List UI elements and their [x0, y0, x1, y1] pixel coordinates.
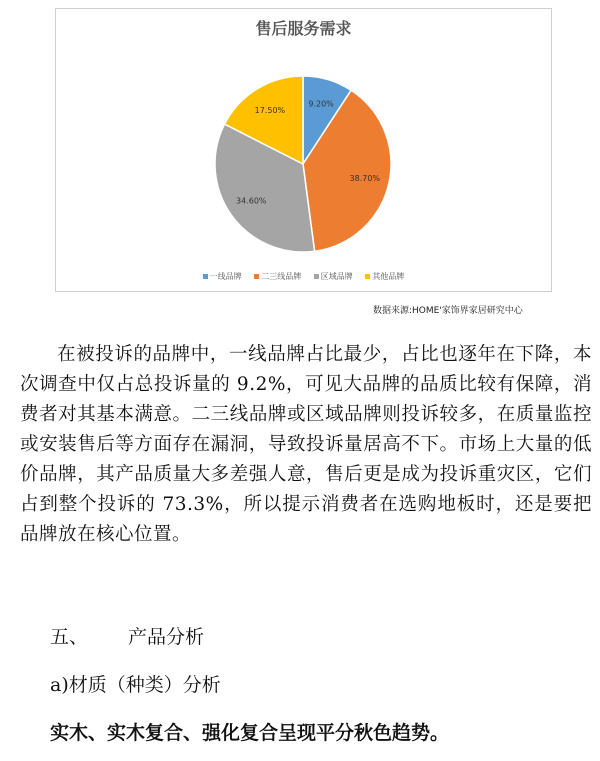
pie-data-label: 38.70%	[349, 174, 381, 184]
pie-data-label: 17.50%	[254, 105, 286, 115]
legend-item-tier23	[254, 271, 301, 282]
bold-statement: 实木、实木复合、强化复合呈现平分秋色趋势。	[50, 722, 450, 744]
legend-label: 其他品牌	[372, 272, 405, 281]
legend-swatch	[314, 274, 319, 279]
legend-swatch	[203, 274, 208, 279]
section-heading	[50, 622, 204, 649]
data-source-note: 数据来源:HOME'家饰界家居研究中心	[373, 306, 523, 316]
pie-chart	[55, 8, 552, 292]
legend-label: 区域品牌	[320, 272, 353, 281]
pie-chart-svg	[56, 9, 551, 291]
pie-data-label: 34.60%	[236, 196, 267, 206]
legend-swatch	[365, 274, 370, 279]
section-number: 五、	[50, 626, 89, 648]
legend-swatch	[254, 274, 259, 279]
section-title: 产品分析	[128, 626, 205, 648]
legend-label: 一线品牌	[209, 272, 242, 281]
legend-item-other	[365, 271, 404, 282]
legend-item-tier1	[203, 271, 242, 282]
chart-title: 售后服务需求	[255, 19, 352, 38]
chart-legend	[56, 271, 551, 282]
subsection-heading: a)材质（种类）分析	[50, 674, 221, 696]
legend-item-regional	[314, 271, 353, 282]
body-paragraph: 在被投诉的品牌中，一线品牌占比最少，占比也逐年在下降，本次调查中仅占总投诉量的 9.2%，可见大品牌的品质比较有保障，消费者对其基本满意。二三线品牌或区域品牌则投诉较多，在质量监控或安装售后等方面存在漏洞，导致投诉量居高不下。市场上大量的低价品牌，其产品质量大多差强人意，售后更是成为投诉重灾区，它们占到整个投诉的 73.3%，所以提示消费者在选购地板时，还是要把品牌放在核心位置。	[20, 344, 592, 545]
legend-label: 二三线品牌	[261, 272, 302, 281]
pie-data-label: 9.20%	[308, 99, 334, 109]
